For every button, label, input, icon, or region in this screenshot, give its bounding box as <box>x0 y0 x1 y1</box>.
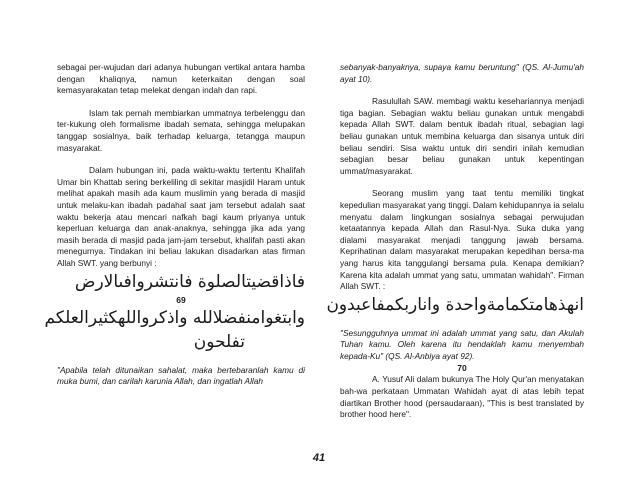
left-arabic-verse-line-2: وابتغوامنفضلالله واذكرواللهكثيرالعلكم <box>44 307 305 328</box>
left-column <box>44 62 305 388</box>
left-translation: "Apabila telah ditunaikan sahalat, maka bertebaranlah kamu di muka bumi, dan carilah karunia Allah, dan ingatlah Allah <box>57 364 305 387</box>
right-paragraph-2: Rasulullah SAW. membagi waktu kesehariannya menjadi tiga bagian. Sebagian waktu beliau gunakan untuk mengabdi kepada Allah SWT. dalam bentuk ibadah ritual, sebagian lagi beliau gunakan untuk membina keluarga dan sisanya untuk diri beliau sendiri. Sisa waktu untuk diri sendiri inilah kemudian sebagian besar beliau gunakan untuk kepentingan ummat/masyarakat. <box>340 96 584 176</box>
left-paragraph-2: Islam tak pernah membiarkan ummatnya terbelenggu dan ter-kukung oleh formalisme ibadah semata, sehingga melupakan tanggap sosialnya, baik terhadap keluarga, tetangga maupun masyarakat. <box>57 107 305 153</box>
left-verse-number: 69 <box>176 294 186 305</box>
right-verse-number: 70 <box>457 363 467 374</box>
right-paragraph-4: A. Yusuf Ali dalam bukunya The Holy Qur'an menyatakan bah-wa perkataan Ummatan Wahidah ayat di atas lebih tepat diartikan Brother hood (persaudaraan), "This is best translated by brother hood here". <box>340 374 584 420</box>
page-number: 41 <box>312 452 326 464</box>
left-paragraph-1: sebagai per-wujudan dari adanya hubungan vertikal antara hamba dengan khaliqnya, namun keterkaitan dengan soal kemasyarakatan tetap melekat dengan indah dan rapi. <box>57 62 305 96</box>
right-arabic-verse: انهذهامتكمامةواحدة واناربكمفاعبدون <box>326 294 584 315</box>
right-translation: "Sesungguhnya ummat ini adalah ummat yang satu, dan Akulah Tuhan kamu. Oleh karena itu hendaklah kamu menyembah kepada-Ku" (QS. Al-Anbiya ayat 92). <box>340 327 584 361</box>
right-paragraph-3: Seorang muslim yang taat tentu memiliki tingkat kepedulian masyarakat yang tinggi. Dalam kehidupannya ia selalu menyatu dalam lingkungan sosialnya sebagai perwujudan ketaatannya kepada Allah dan Rasul-Nya. Suka duka yang dialami masyarakat menjadi tanggung jawab bersama. Keprihatinan dalam masyarakat merupakan kepedihan bersa-ma yang harus kita tanggulangi bersama pula. Kenapa demikian? Karena kita adalah ummat yang satu, ummatan wahidah". Firman Allah SWT. : <box>340 188 584 292</box>
right-paragraph-1: sebanyak-banyaknya, supaya kamu beruntung" (QS. Al-Jumu'ah ayat 10). <box>340 62 584 84</box>
left-arabic-verse-line-1: فاذاقضيتالصلوة فانتشروافىالارض <box>74 271 305 292</box>
left-arabic-verse-line-3: تفلحون <box>193 331 245 352</box>
right-column <box>326 62 584 421</box>
left-paragraph-3: Dalam hubungan ini, pada waktu-waktu tertentu Khalifah Umar bin Khattab sering berkeliling di sekitar masjidil Haram untuk melihat apakah masih ada kaum muslimin yang berada di masjid untuk melaku-kan ibadah padahal saat jam tersebut adalah saat waktu bekerja atau mencari nafkah bagi kaum priyanya untuk keperluan keluarga dan anak-anaknya, sehingga jika ada yang masih berada di masjid pada jam-jam tersebut, khalifah pasti akan menegurnya. Tindakan ini beliau lakukan disadarkan atas firman Allah SWT. yang berbunyi : <box>57 165 305 268</box>
